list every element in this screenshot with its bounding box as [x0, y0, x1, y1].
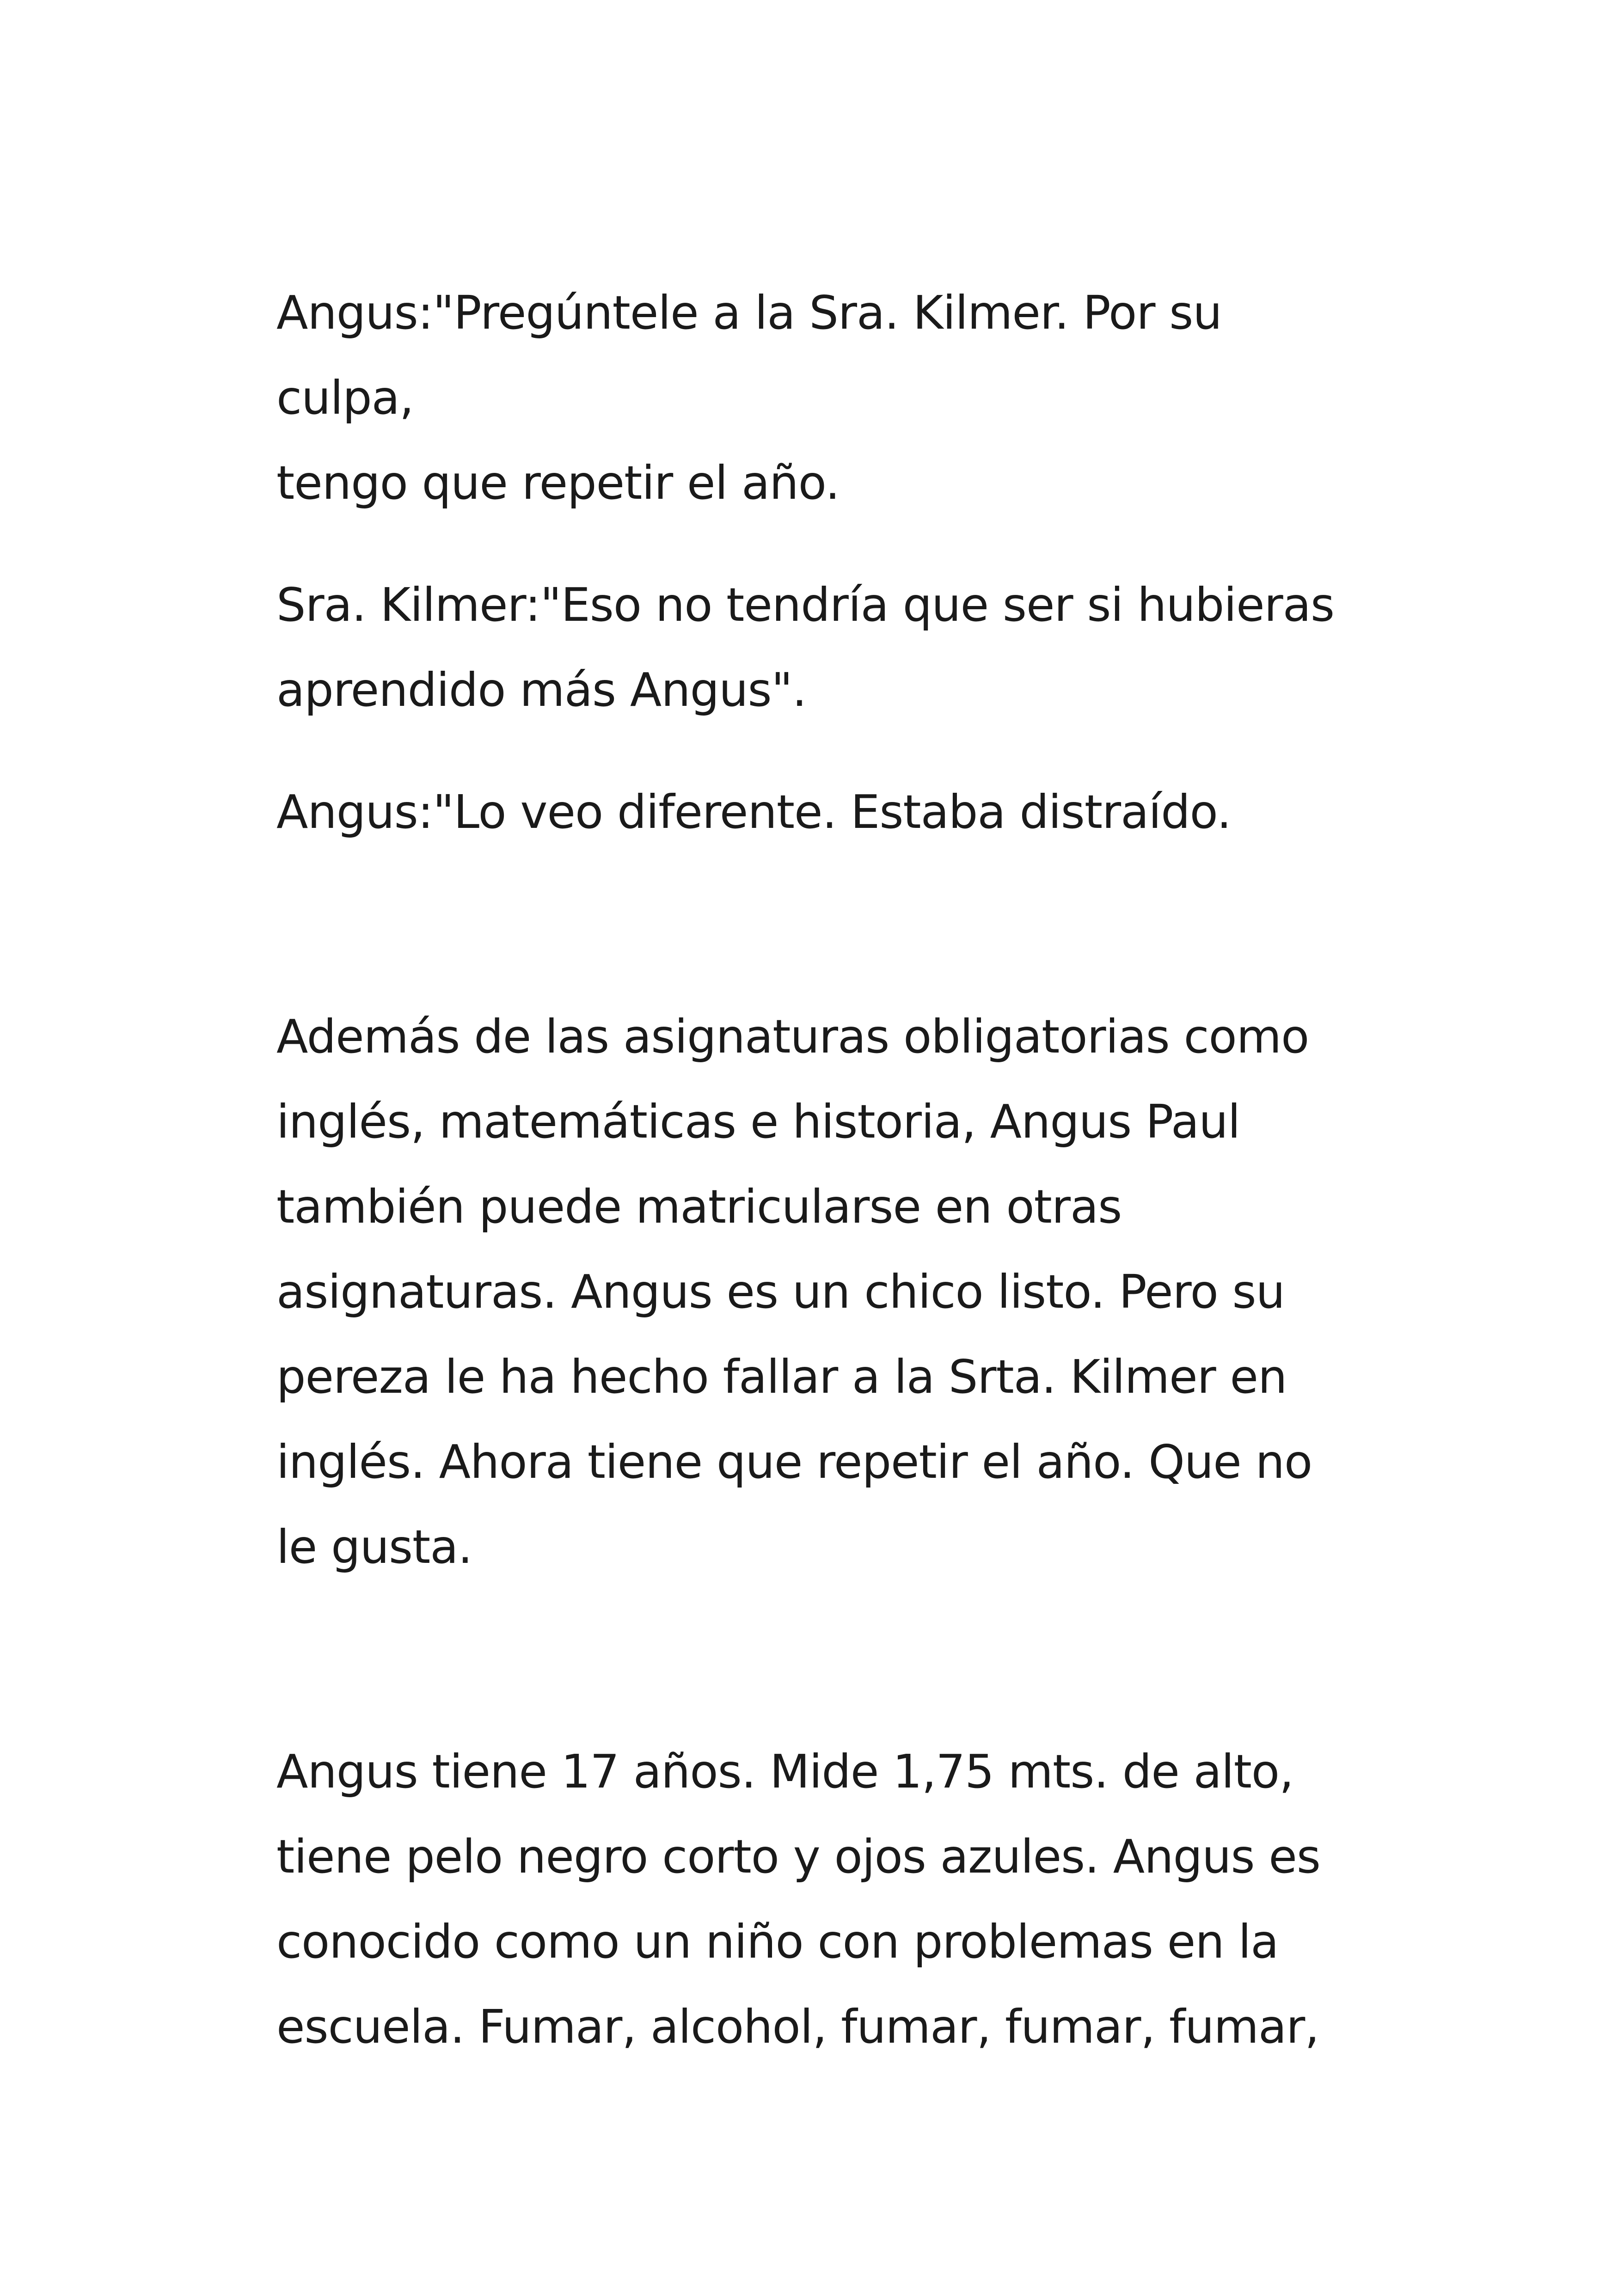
- dialogue-line-angus-2: Angus:"Lo veo diferente. Estaba distraído.: [276, 785, 1231, 839]
- dialogue-line-kilmer: Sra. Kilmer:"Eso no tendría que ser si hubieras aprendido más Angus".: [276, 578, 1335, 717]
- paragraph-description: Angus tiene 17 años. Mide 1,75 mts. de alto, tiene pelo negro corto y ojos azules. Angus es conocido como un niño con problemas en la escuela. Fumar, alcohol, fumar, fumar, fumar,: [276, 1745, 1320, 2054]
- document-body: [276, 270, 1367, 2069]
- paragraph-gap: [276, 855, 1367, 994]
- dialogue-section: [276, 270, 1367, 855]
- dialogue-line-angus-1: Angus:"Pregúntele a la Sra. Kilmer. Por su culpa, tengo que repetir el año.: [276, 286, 1222, 510]
- paragraph-gap: [276, 1590, 1367, 1729]
- paragraph-subjects: Además de las asignaturas obligatorias como inglés, matemáticas e historia, Angus Paul también puede matricularse en otras asignaturas. Angus es un chico listo. Pero su pereza le ha hecho fallar a la Srta. Kilmer en inglés. Ahora tiene que repetir el año. Que no le gusta.: [276, 1010, 1312, 1574]
